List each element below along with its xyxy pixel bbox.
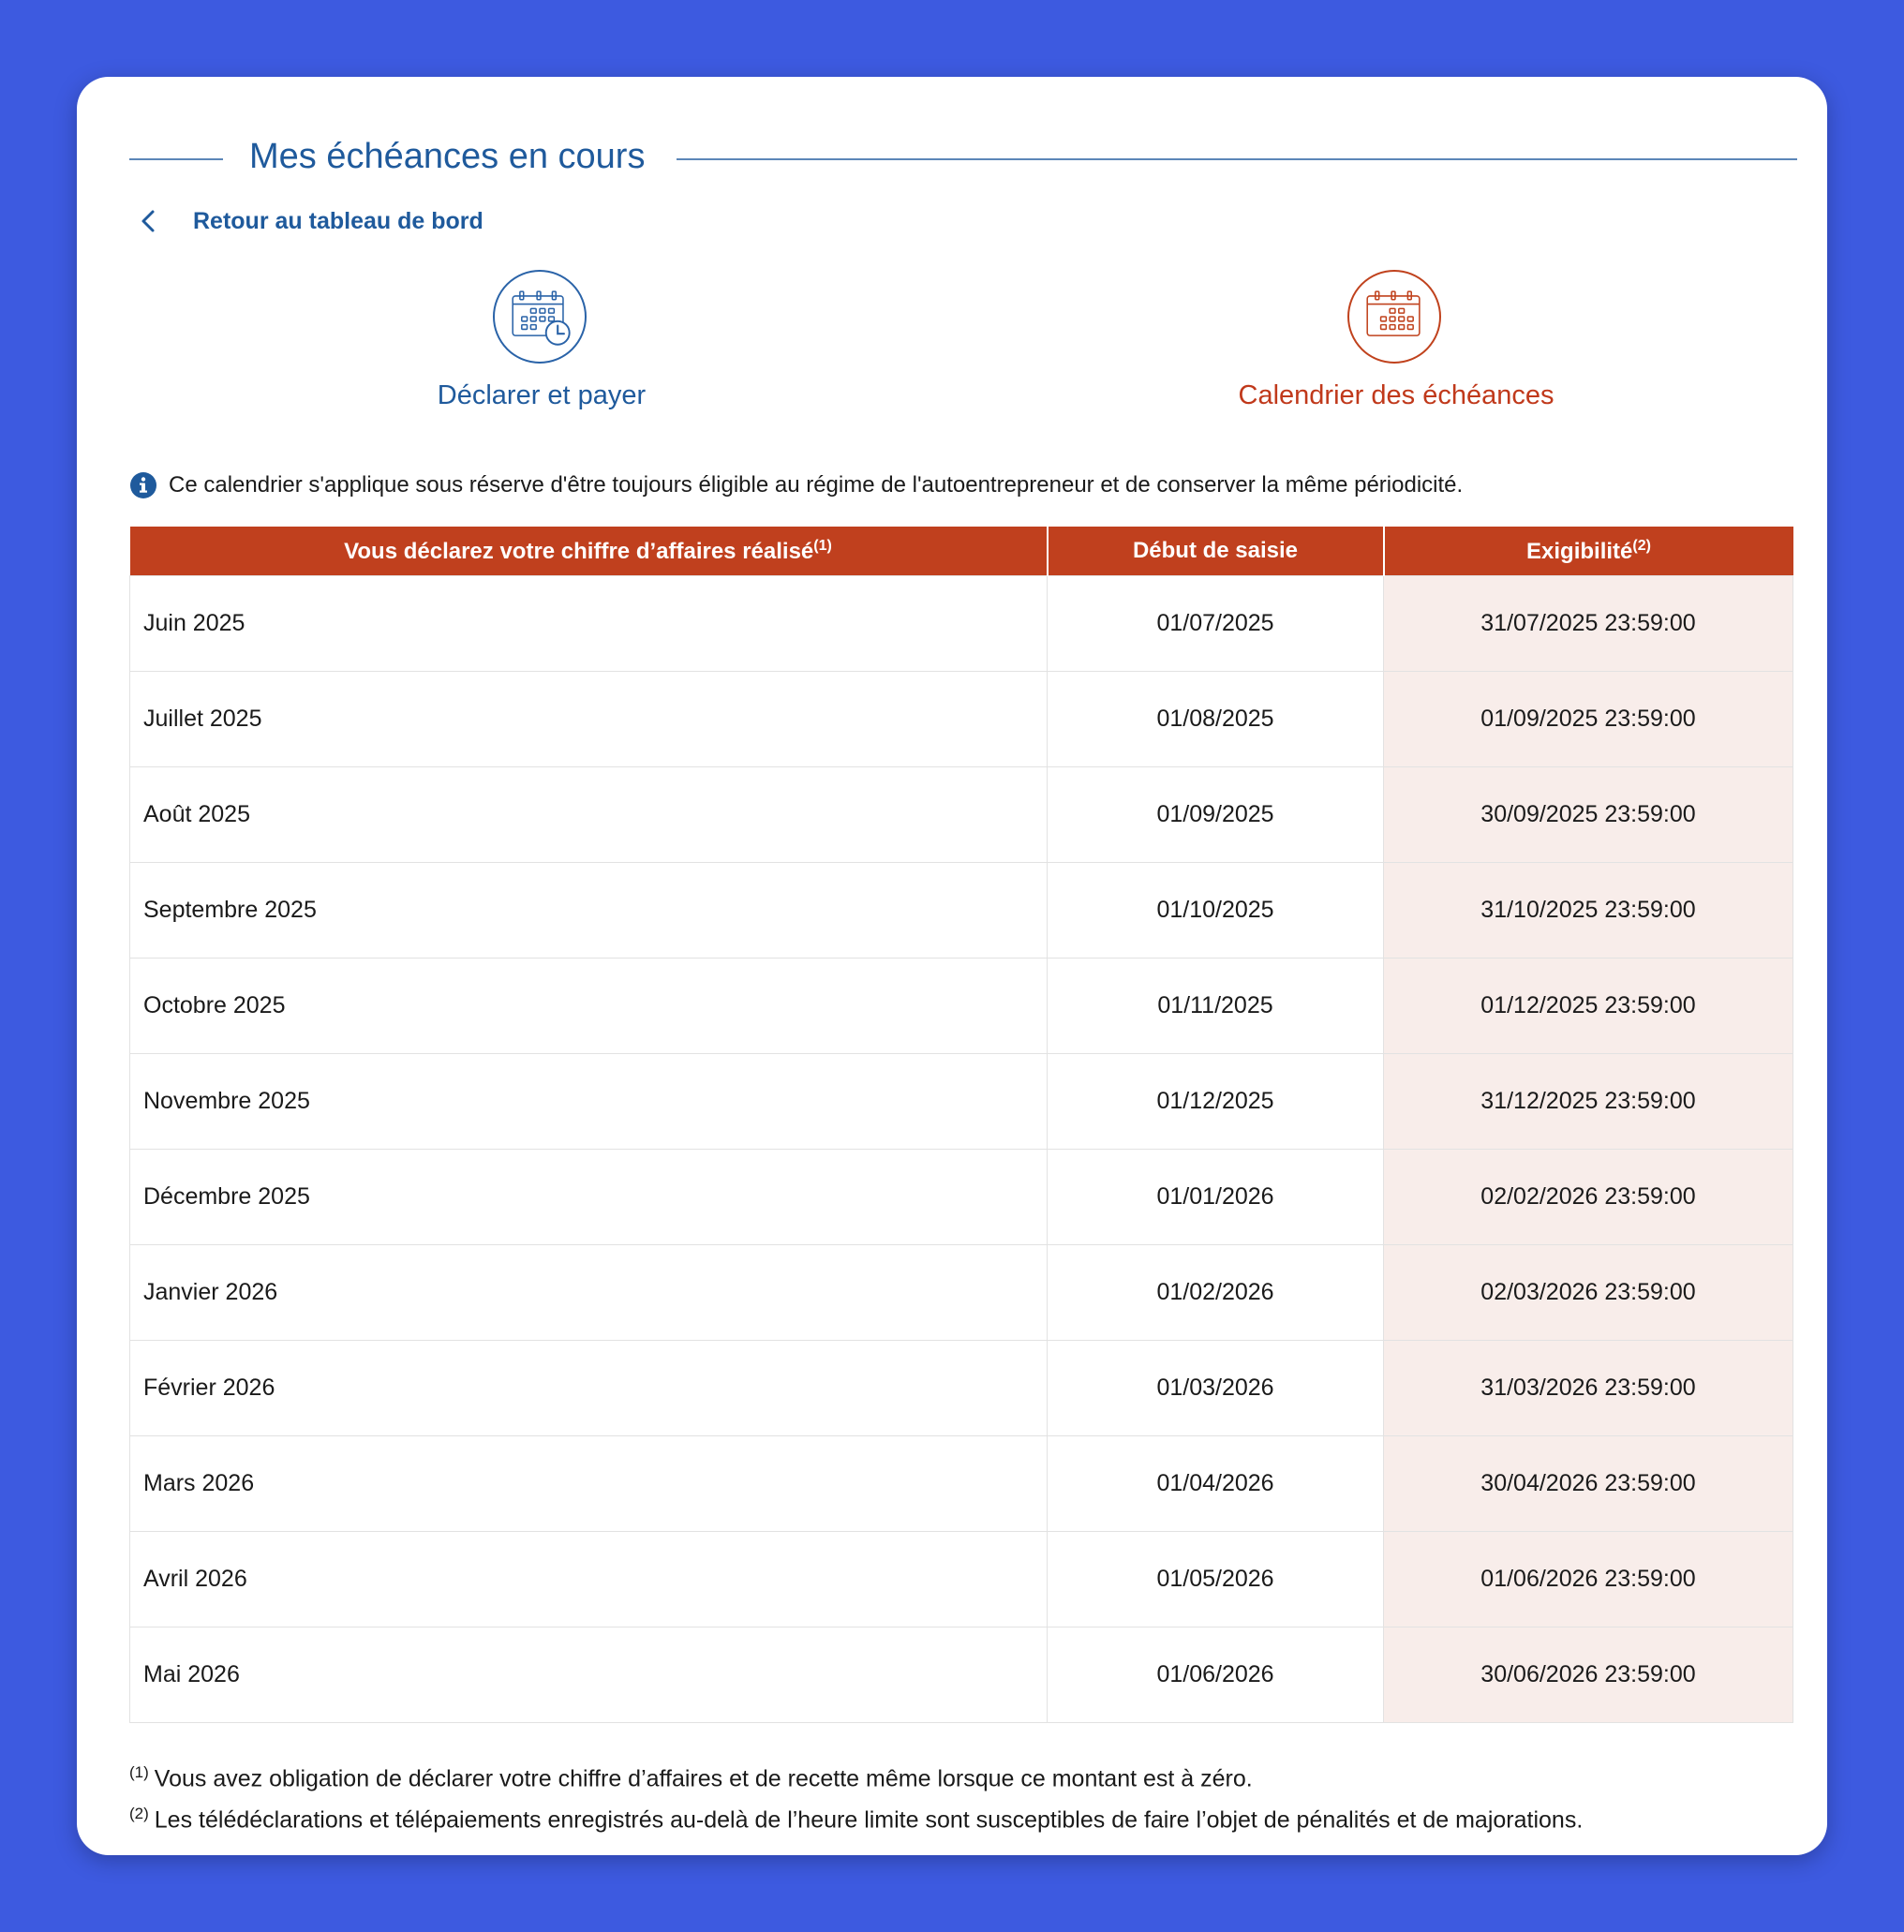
period-cell: Mai 2026 [130, 1627, 1048, 1723]
start-date-cell: 01/08/2025 [1048, 672, 1384, 767]
period-cell: Septembre 2025 [130, 863, 1048, 959]
period-cell: Décembre 2025 [130, 1150, 1048, 1245]
due-date-cell: 02/02/2026 23:59:00 [1384, 1150, 1793, 1245]
due-date-cell: 30/04/2026 23:59:00 [1384, 1436, 1793, 1532]
period-cell: Octobre 2025 [130, 959, 1048, 1054]
table-row [130, 863, 1793, 959]
column-header-start: Début de saisie [1048, 527, 1384, 576]
table-row [130, 576, 1793, 672]
title-divider-left [129, 158, 223, 160]
deadlines-calendar-label: Calendrier des échéances [1238, 380, 1554, 410]
table-row [130, 672, 1793, 767]
due-date-cell: 01/06/2026 23:59:00 [1384, 1532, 1793, 1627]
due-date-cell: 31/03/2026 23:59:00 [1384, 1341, 1793, 1436]
period-cell: Novembre 2025 [130, 1054, 1048, 1150]
start-date-cell: 01/07/2025 [1048, 576, 1384, 672]
calendar-icon-circle [1347, 270, 1441, 364]
due-date-cell: 31/07/2025 23:59:00 [1384, 576, 1793, 672]
period-cell: Avril 2026 [130, 1532, 1048, 1627]
footnote-mark: (1) [129, 1763, 149, 1781]
start-date-cell: 01/10/2025 [1048, 863, 1384, 959]
due-date-cell: 01/09/2025 23:59:00 [1384, 672, 1793, 767]
period-cell: Mars 2026 [130, 1436, 1048, 1532]
due-date-cell: 02/03/2026 23:59:00 [1384, 1245, 1793, 1341]
footnote-text: Vous avez obligation de déclarer votre chiffre d’affaires et de recette même lorsque ce montant est à zéro. [154, 1765, 1253, 1792]
due-date-cell: 31/10/2025 23:59:00 [1384, 863, 1793, 959]
start-date-cell: 01/06/2026 [1048, 1627, 1384, 1723]
calendar-icon [1349, 272, 1439, 362]
period-cell: Août 2025 [130, 767, 1048, 863]
period-cell: Février 2026 [130, 1341, 1048, 1436]
info-icon [129, 471, 157, 499]
footnote-2 [129, 1793, 1583, 1835]
due-date-cell: 31/12/2025 23:59:00 [1384, 1054, 1793, 1150]
title-divider-right [677, 158, 1797, 160]
info-notice-text: Ce calendrier s'applique sous réserve d'être toujours éligible au régime de l'autoentrepreneur et de conserver la même périodicité. [169, 472, 1464, 498]
calendar-clock-icon [495, 272, 585, 362]
declare-icon-circle [493, 270, 587, 364]
page-header [129, 105, 1797, 176]
table-row [130, 1245, 1793, 1341]
due-date-cell: 01/12/2025 23:59:00 [1384, 959, 1793, 1054]
period-cell: Janvier 2026 [130, 1245, 1048, 1341]
start-date-cell: 01/02/2026 [1048, 1245, 1384, 1341]
table-row [130, 1054, 1793, 1150]
footnote-mark: (2) [129, 1805, 149, 1822]
back-link-label: Retour au tableau de bord [193, 207, 483, 234]
due-date-cell: 30/06/2026 23:59:00 [1384, 1627, 1793, 1723]
column-header-due: Exigibilité$^{(2)}$ [1384, 527, 1793, 576]
start-date-cell: 01/01/2026 [1048, 1150, 1384, 1245]
start-date-cell: 01/11/2025 [1048, 959, 1384, 1054]
period-cell: Juillet 2025 [130, 672, 1048, 767]
info-notice [129, 467, 1463, 504]
start-date-cell: 01/04/2026 [1048, 1436, 1384, 1532]
deadlines-calendar-tile[interactable] [1153, 270, 1640, 420]
back-to-dashboard-link[interactable] [135, 201, 483, 242]
period-cell: Juin 2025 [130, 576, 1048, 672]
main-card [77, 77, 1827, 1855]
table-row [130, 767, 1793, 863]
footnote-text: Les télédéclarations et télépaiements enregistrés au-delà de l’heure limite sont susceptibles de faire l’objet de pénalités et de majorations. [154, 1806, 1584, 1834]
footnotes [129, 1752, 1583, 1835]
declare-and-pay-label: Déclarer et payer [437, 380, 647, 410]
table-row [130, 1436, 1793, 1532]
start-date-cell: 01/05/2026 [1048, 1532, 1384, 1627]
deadlines-table [129, 527, 1793, 1723]
table-row [130, 1627, 1793, 1723]
column-header-period: Vous déclarez votre chiffre d’affaires réalisé$^{(1)}$ [130, 527, 1048, 576]
table-row [130, 1341, 1793, 1436]
declare-and-pay-tile[interactable] [298, 270, 785, 420]
start-date-cell: 01/09/2025 [1048, 767, 1384, 863]
chevron-left-icon [135, 207, 163, 235]
table-row [130, 959, 1793, 1054]
page-title: Mes échéances en cours [249, 137, 646, 176]
due-date-cell: 30/09/2025 23:59:00 [1384, 767, 1793, 863]
table-row [130, 1532, 1793, 1627]
start-date-cell: 01/12/2025 [1048, 1054, 1384, 1150]
start-date-cell: 01/03/2026 [1048, 1341, 1384, 1436]
table-header-row [130, 527, 1793, 576]
table-row [130, 1150, 1793, 1245]
footnote-1 [129, 1752, 1583, 1793]
